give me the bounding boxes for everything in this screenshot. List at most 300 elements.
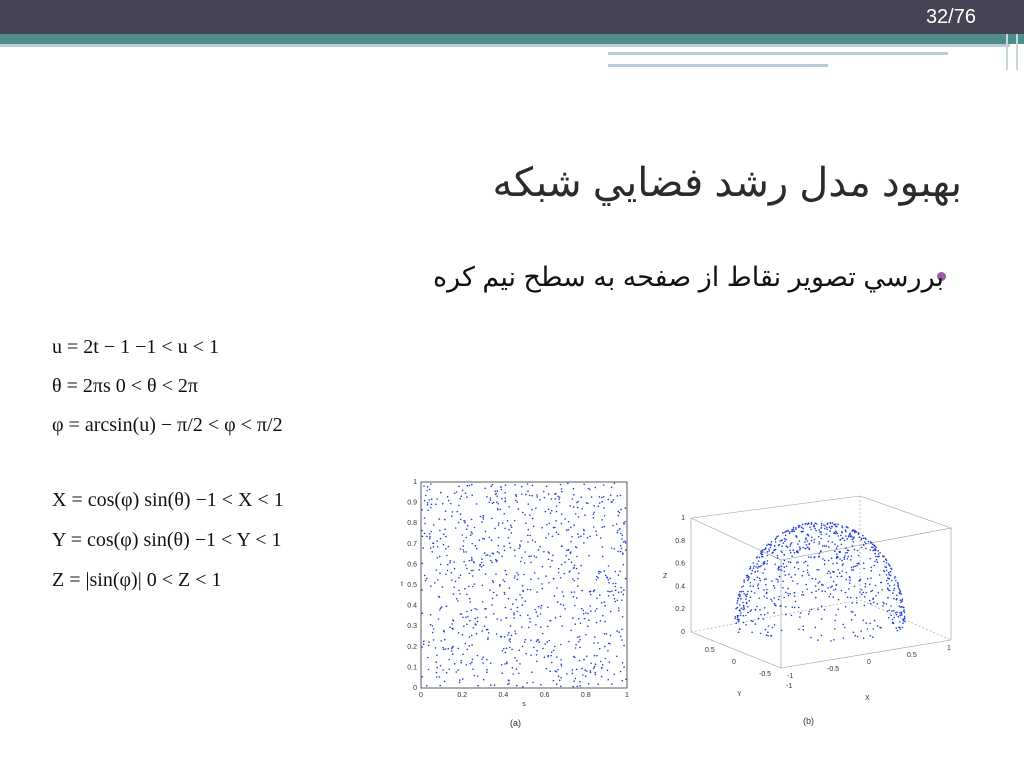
scatter-point xyxy=(617,532,619,534)
scatter-point xyxy=(576,669,578,671)
scatter-point xyxy=(492,580,494,582)
scatter-point xyxy=(821,531,823,533)
scatter-point xyxy=(528,627,530,629)
scatter-point xyxy=(497,508,499,510)
scatter-point xyxy=(480,516,482,518)
scatter-point xyxy=(807,534,809,536)
scatter-point xyxy=(747,606,749,608)
scatter-point xyxy=(834,620,836,622)
scatter-point xyxy=(522,646,524,648)
scatter-point xyxy=(786,545,788,547)
scatter-point xyxy=(874,545,876,547)
scatter-point xyxy=(866,622,868,624)
scatter-point xyxy=(447,496,449,498)
scatter-point xyxy=(835,523,837,525)
scatter-point xyxy=(739,591,741,593)
scatter-point xyxy=(546,524,548,526)
scatter-point xyxy=(522,585,524,587)
scatter-point xyxy=(618,607,620,609)
scatter-point xyxy=(462,534,464,536)
scatter-point xyxy=(852,541,854,543)
scatter-point xyxy=(573,680,575,682)
scatter-point xyxy=(494,684,496,686)
scatter-point xyxy=(484,488,486,490)
scatter-point xyxy=(564,573,566,575)
scatter-point xyxy=(614,598,616,600)
scatter-point xyxy=(422,536,424,538)
scatter-point xyxy=(770,635,772,637)
scatter-point xyxy=(878,556,880,558)
scatter-point xyxy=(813,542,815,544)
scatter-point xyxy=(836,553,838,555)
scatter-point xyxy=(571,536,573,538)
scatter-point xyxy=(743,615,745,617)
scatter-point xyxy=(831,557,833,559)
scatter-point xyxy=(459,498,461,500)
scatter-point xyxy=(746,603,748,605)
scatter-point xyxy=(498,522,500,524)
scatter-point xyxy=(505,570,507,572)
scatter-point xyxy=(754,571,756,573)
scatter-point xyxy=(738,594,740,596)
scatter-point xyxy=(743,606,745,608)
scatter-point xyxy=(540,684,542,686)
scatter-point xyxy=(460,574,462,576)
scatter-point xyxy=(439,556,441,558)
scatter-point xyxy=(478,569,480,571)
scatter-point xyxy=(826,545,828,547)
scatter-point xyxy=(516,495,518,497)
scatter-point xyxy=(471,635,473,637)
scatter-point xyxy=(791,555,793,557)
scatter-point xyxy=(522,686,524,688)
scatter-point xyxy=(597,642,599,644)
scatter-point xyxy=(841,590,843,592)
scatter-point xyxy=(769,550,771,552)
scatter-point xyxy=(481,562,483,564)
x-tick-label-a: 0.2 xyxy=(457,692,468,699)
scatter-point xyxy=(904,617,906,619)
scatter-point xyxy=(620,533,622,535)
scatter-point xyxy=(423,644,425,646)
scatter-point xyxy=(461,662,463,664)
scatter-point xyxy=(821,605,823,607)
scatter-point xyxy=(741,586,743,588)
scatter-point xyxy=(788,573,790,575)
scatter-point xyxy=(593,526,595,528)
scatter-point xyxy=(446,555,448,557)
scatter-point xyxy=(595,663,597,665)
scatter-point xyxy=(453,561,455,563)
x-tick-label-b: -0.5 xyxy=(827,666,840,673)
scatter-point xyxy=(856,597,858,599)
scatter-point xyxy=(877,550,879,552)
scatter-point xyxy=(449,562,451,564)
scatter-point xyxy=(514,555,516,557)
scatter-point xyxy=(425,495,427,497)
scatter-point xyxy=(577,533,579,535)
scatter-point xyxy=(572,617,574,619)
scatter-point xyxy=(779,569,781,571)
scatter-point xyxy=(575,644,577,646)
scatter-point xyxy=(815,627,817,629)
scatter-point xyxy=(776,536,778,538)
scatter-point xyxy=(618,610,620,612)
scatter-point xyxy=(809,611,811,613)
scatter-point xyxy=(750,611,752,613)
scatter-point xyxy=(620,551,622,553)
scatter-point xyxy=(806,588,808,590)
scatter-point xyxy=(571,591,573,593)
scatter-point xyxy=(612,583,614,585)
scatter-point xyxy=(448,500,450,502)
scatter-point xyxy=(568,559,570,561)
scatter-point xyxy=(527,541,529,543)
scatter-point xyxy=(562,591,564,593)
scatter-point xyxy=(767,560,769,562)
scatter-point xyxy=(508,598,510,600)
scatter-point xyxy=(861,547,863,549)
scatter-point xyxy=(737,615,739,617)
scatter-point xyxy=(851,555,853,557)
scatter-point xyxy=(433,628,435,630)
scatter-point xyxy=(536,641,538,643)
scatter-point xyxy=(596,598,598,600)
scatter-point xyxy=(818,589,820,591)
scatter-point xyxy=(449,627,451,629)
y-tick-label-a: 0.4 xyxy=(407,602,417,610)
scatter-point xyxy=(759,566,761,568)
scatter-point xyxy=(821,618,823,620)
scatter-point xyxy=(900,599,902,601)
scatter-point xyxy=(498,524,500,526)
scatter-point xyxy=(506,661,508,663)
scatter-point xyxy=(504,513,506,515)
scatter-point xyxy=(516,611,518,613)
scatter-point xyxy=(761,551,763,553)
z-tick-label-b: 0.6 xyxy=(675,560,685,568)
scatter-point xyxy=(807,565,809,567)
scatter-point xyxy=(439,518,441,520)
scatter-point xyxy=(850,559,852,561)
y-tick-label-a: 0 xyxy=(413,685,417,692)
scatter-point xyxy=(811,537,813,539)
scatter-point xyxy=(793,527,795,529)
scatter-point xyxy=(461,495,463,497)
scatter-point xyxy=(576,686,578,688)
scatter-point xyxy=(611,487,613,489)
scatter-point xyxy=(809,527,811,529)
scatter-point xyxy=(845,579,847,581)
scatter-point xyxy=(767,555,769,557)
scatter-point xyxy=(474,583,476,585)
scatter-point xyxy=(784,554,786,556)
scatter-point xyxy=(506,663,508,665)
scatter-point xyxy=(848,536,850,538)
scatter-point xyxy=(530,655,532,657)
scatter-point xyxy=(742,602,744,604)
scatter-point xyxy=(538,578,540,580)
scatter-point xyxy=(551,662,553,664)
scatter-point xyxy=(516,668,518,670)
scatter-point xyxy=(489,537,491,539)
scatter-point xyxy=(763,618,765,620)
scatter-point xyxy=(770,547,772,549)
scatter-point xyxy=(840,535,842,537)
scatter-point xyxy=(757,585,759,587)
scatter-point xyxy=(810,529,812,531)
scatter-point xyxy=(798,629,800,631)
scatter-point xyxy=(487,637,489,639)
scatter-point xyxy=(436,540,438,542)
scatter-point xyxy=(758,560,760,562)
scatter-point xyxy=(865,583,867,585)
scatter-point xyxy=(569,570,571,572)
scatter-point xyxy=(737,616,739,618)
scatter-point xyxy=(856,565,858,567)
scatter-point xyxy=(436,661,438,663)
scatter-point xyxy=(529,495,531,497)
scatter-point xyxy=(857,636,859,638)
scatter-point xyxy=(859,537,861,539)
scatter-point xyxy=(497,618,499,620)
scatter-point xyxy=(436,676,438,678)
scatter-point xyxy=(555,670,557,672)
scatter-point xyxy=(477,685,479,687)
scatter-point xyxy=(467,525,469,527)
scatter-point xyxy=(428,641,430,643)
scatter-point xyxy=(762,549,764,551)
scatter-point xyxy=(524,641,526,643)
scatter-point xyxy=(466,529,468,531)
scatter-point xyxy=(501,672,503,674)
figure-b-plot xyxy=(655,480,960,712)
scatter-point xyxy=(455,581,457,583)
scatter-point xyxy=(554,498,556,500)
scatter-point xyxy=(602,615,604,617)
scatter-point xyxy=(808,574,810,576)
scatter-point xyxy=(824,609,826,611)
scatter-point xyxy=(454,663,456,665)
y-tick-label-a: 0.5 xyxy=(407,582,417,589)
scatter-point xyxy=(458,522,460,524)
scatter-point xyxy=(572,673,574,675)
scatter-point xyxy=(583,529,585,531)
scatter-point xyxy=(751,609,753,611)
scatter-point xyxy=(872,590,874,592)
scatter-point xyxy=(862,592,864,594)
scatter-point xyxy=(827,587,829,589)
scatter-point xyxy=(617,600,619,602)
scatter-point xyxy=(839,558,841,560)
scatter-point xyxy=(818,536,820,538)
scatter-point xyxy=(550,620,552,622)
scatter-point xyxy=(453,586,455,588)
scatter-point xyxy=(833,571,835,573)
scatter-point xyxy=(443,649,445,651)
scatter-point xyxy=(886,566,888,568)
scatter-point xyxy=(622,662,624,664)
scatter-point xyxy=(599,496,601,498)
scatter-point xyxy=(743,605,745,607)
scatter-point xyxy=(448,659,450,661)
scatter-point xyxy=(870,603,872,605)
scatter-point xyxy=(504,592,506,594)
scatter-point xyxy=(457,511,459,513)
scatter-point xyxy=(871,547,873,549)
scatter-point xyxy=(781,545,783,547)
scatter-point xyxy=(502,650,504,652)
scatter-point xyxy=(743,593,745,595)
scatter-point xyxy=(471,560,473,562)
scatter-point xyxy=(854,586,856,588)
scatter-point xyxy=(832,522,834,524)
scatter-point xyxy=(886,562,888,564)
scatter-point xyxy=(844,540,846,542)
scatter-point xyxy=(423,641,425,643)
scatter-point xyxy=(893,598,895,600)
scatter-point xyxy=(851,619,853,621)
decor-stripe xyxy=(608,64,828,67)
scatter-point xyxy=(771,541,773,543)
scatter-point xyxy=(486,496,488,498)
z-axis-label-b: Z xyxy=(663,573,668,580)
scatter-point xyxy=(777,579,779,581)
scatter-point xyxy=(445,548,447,550)
scatter-point xyxy=(897,583,899,585)
scatter-point xyxy=(754,609,756,611)
scatter-point xyxy=(541,527,543,529)
scatter-point xyxy=(862,535,864,537)
scatter-point xyxy=(574,580,576,582)
scatter-point xyxy=(584,618,586,620)
scatter-point xyxy=(597,683,599,685)
scatter-point xyxy=(811,523,813,525)
scatter-point xyxy=(609,643,611,645)
scatter-point xyxy=(740,612,742,614)
scatter-point xyxy=(850,535,852,537)
scatter-point xyxy=(560,616,562,618)
scatter-point xyxy=(471,662,473,664)
scatter-point xyxy=(595,531,597,533)
scatter-point xyxy=(805,523,807,525)
scatter-point xyxy=(872,544,874,546)
scatter-point xyxy=(613,594,615,596)
scatter-point xyxy=(490,684,492,686)
scatter-point xyxy=(570,541,572,543)
y-tick-label-a: 0.1 xyxy=(407,664,417,672)
scatter-point xyxy=(824,591,826,593)
scatter-point xyxy=(553,680,555,682)
scatter-point xyxy=(783,597,785,599)
scatter-point xyxy=(849,579,851,581)
scatter-point xyxy=(473,562,475,564)
scatter-point xyxy=(474,675,476,677)
scatter-point xyxy=(506,574,508,576)
scatter-point xyxy=(535,507,537,509)
scatter-point xyxy=(487,629,489,631)
equation-y: Y = cos(φ) sin(θ) −1 < Y < 1 xyxy=(52,529,282,551)
scatter-point xyxy=(870,549,872,551)
scatter-point xyxy=(749,568,751,570)
scatter-point xyxy=(815,530,817,532)
scatter-point xyxy=(889,574,891,576)
scatter-point xyxy=(763,549,765,551)
y-axis-label-b: Y xyxy=(737,691,742,698)
x-tick-label-a: 0.4 xyxy=(498,692,509,699)
scatter-point xyxy=(881,589,883,591)
scatter-point xyxy=(834,543,836,545)
scatter-point xyxy=(551,652,553,654)
scatter-point xyxy=(471,533,473,535)
scatter-point xyxy=(619,528,621,530)
scatter-point xyxy=(889,585,891,587)
scatter-point xyxy=(858,580,860,582)
scatter-point xyxy=(604,601,606,603)
scatter-point xyxy=(607,670,609,672)
scatter-point xyxy=(847,549,849,551)
scatter-point xyxy=(503,648,505,650)
scatter-point xyxy=(507,634,509,636)
scatter-point xyxy=(518,574,520,576)
scatter-point xyxy=(465,617,467,619)
scatter-point xyxy=(495,573,497,575)
scatter-point xyxy=(778,599,780,601)
scatter-point xyxy=(604,515,606,517)
scatter-point xyxy=(837,569,839,571)
scatter-point xyxy=(448,648,450,650)
scatter-point xyxy=(545,668,547,670)
scatter-point xyxy=(476,503,478,505)
scatter-point xyxy=(445,648,447,650)
scatter-point xyxy=(586,670,588,672)
scatter-point xyxy=(845,606,847,608)
scatter-point xyxy=(451,650,453,652)
scatter-point xyxy=(531,509,533,511)
scatter-point xyxy=(540,607,542,609)
scatter-point xyxy=(813,525,815,527)
scatter-point xyxy=(745,615,747,617)
scatter-point xyxy=(737,619,739,621)
scatter-point xyxy=(521,597,523,599)
scatter-point xyxy=(836,547,838,549)
scatter-point xyxy=(450,503,452,505)
scatter-point xyxy=(795,528,797,530)
scatter-point xyxy=(590,605,592,607)
scatter-point xyxy=(519,544,521,546)
scatter-point xyxy=(436,498,438,500)
scatter-point xyxy=(847,527,849,529)
scatter-point xyxy=(535,556,537,558)
scatter-point xyxy=(429,536,431,538)
scatter-point xyxy=(467,649,469,651)
scatter-point xyxy=(871,570,873,572)
scatter-point xyxy=(739,596,741,598)
scatter-point xyxy=(504,593,506,595)
scatter-point xyxy=(745,594,747,596)
scatter-point xyxy=(901,612,903,614)
z-tick-label-b: 0 xyxy=(681,629,685,636)
scatter-point xyxy=(574,605,576,607)
scatter-point xyxy=(536,654,538,656)
scatter-point xyxy=(528,529,530,531)
scatter-point xyxy=(800,612,802,614)
scatter-point xyxy=(470,534,472,536)
scatter-point xyxy=(758,587,760,589)
scatter-point xyxy=(521,486,523,488)
scatter-point xyxy=(841,576,843,578)
scatter-point xyxy=(459,679,461,681)
